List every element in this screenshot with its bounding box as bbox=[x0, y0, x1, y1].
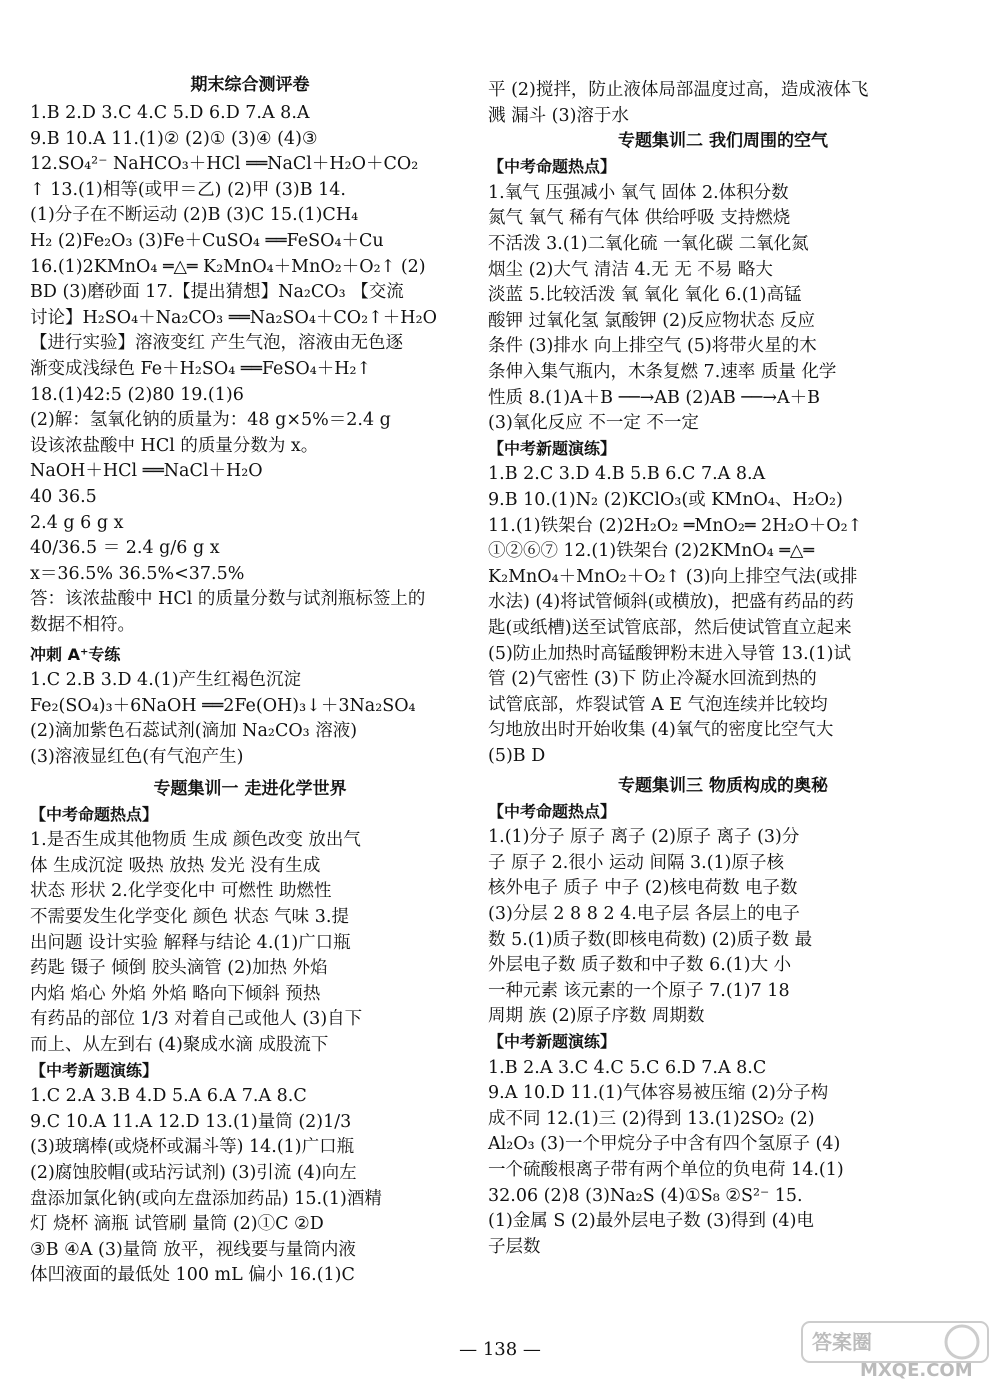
answer-line: 1.(1)分子 原子 离子 (2)原子 离子 (3)分 bbox=[488, 827, 800, 848]
answer-line: 体凹液面的最低处 100 mL 偏小 16.(1)C bbox=[30, 1265, 355, 1286]
answer-line: x＝36.5% 36.5%<37.5% bbox=[30, 563, 245, 584]
answer-line: 子层数 bbox=[488, 1236, 541, 1257]
answer-line: 12.SO₄²⁻ NaHCO₃＋HCl ══NaCl＋H₂O＋CO₂ bbox=[30, 154, 419, 175]
answer-line: 外层电子数 质子数和中子数 6.(1)大 小 bbox=[488, 955, 792, 976]
answer-line: 状态 形状 2.化学变化中 可燃性 助燃性 bbox=[30, 881, 332, 902]
answer-line: 1.C 2.A 3.B 4.D 5.A 6.A 7.A 8.C bbox=[30, 1086, 307, 1107]
watermark-logo bbox=[800, 1320, 990, 1384]
answer-line: 数据不相符。 bbox=[30, 615, 135, 635]
answer-line: 灯 烧杯 滴瓶 试管刷 量筒 (2)①C ②D bbox=[30, 1214, 324, 1235]
answer-line: 平 (2)搅拌，防止液体局部温度过高，造成液体飞 bbox=[488, 80, 869, 100]
answer-line: 1.C 2.B 3.D 4.(1)产生红褐色沉淀 bbox=[30, 670, 302, 691]
subsection-heading: 【中考命题热点】 bbox=[488, 157, 617, 177]
answer-line: 性质 8.(1)A＋B ──→AB (2)AB ──→A＋B bbox=[488, 387, 820, 408]
answer-line: 一个硫酸根离子带有两个单位的负电荷 14.(1) bbox=[488, 1160, 844, 1180]
answer-line: 40 36.5 bbox=[30, 487, 97, 507]
watermark-brand: 答案圈 bbox=[812, 1330, 872, 1354]
subsection-heading: 【中考命题热点】 bbox=[488, 801, 617, 821]
answer-line: 溅 漏斗 (3)溶于水 bbox=[488, 105, 629, 126]
answer-line: H₂ (2)Fe₂O₃ (3)Fe＋CuSO₄ ══FeSO₄＋Cu bbox=[30, 231, 384, 251]
answer-line: 9.B 10.A 11.(1)② (2)① (3)④ (4)③ bbox=[30, 128, 318, 149]
answer-line: ①②⑥⑦ 12.(1)铁架台 (2)2KMnO₄ ═△═ bbox=[488, 541, 814, 562]
answer-line: (5)防止加热时高锰酸钾粉末进入导管 13.(1)试 bbox=[488, 643, 851, 664]
answer-line: 1.B 2.C 3.D 4.B 5.B 6.C 7.A 8.A bbox=[488, 464, 766, 485]
answer-line: 内焰 焰心 外焰 外焰 略向下倾斜 预热 bbox=[30, 983, 321, 1004]
answer-line: NaOH＋HCl ══NaCl＋H₂O bbox=[30, 461, 263, 482]
answer-line: (2)解：氢氧化钠的质量为：48 g×5%＝2.4 g bbox=[30, 410, 391, 431]
answer-line: 渐变成浅绿色 Fe＋H₂SO₄ ══FeSO₄＋H₂↑ bbox=[30, 359, 372, 379]
answer-line: 酸钾 过氧化氢 氯酸钾 (2)反应物状态 反应 bbox=[488, 310, 816, 331]
section-title: 专题集训一 走进化学世界 bbox=[153, 778, 347, 799]
answer-line: 2.4 g 6 g x bbox=[30, 512, 124, 533]
page-number: — 138 — bbox=[459, 1339, 541, 1360]
answer-line: 子 原子 2.很小 运动 间隔 3.(1)原子核 bbox=[488, 852, 784, 873]
answer-line: 讨论】H₂SO₄＋Na₂CO₃ ══Na₂SO₄＋CO₂↑＋H₂O bbox=[30, 307, 437, 328]
answer-line: 1.B 2.D 3.C 4.C 5.D 6.D 7.A 8.A bbox=[30, 103, 310, 123]
answer-line: (3)溶液显红色(有气泡产生) bbox=[30, 747, 244, 767]
answer-line: 9.B 10.(1)N₂ (2)KClO₃(或 KMnO₄、H₂O₂) bbox=[488, 490, 843, 510]
answer-line: 数 5.(1)质子数(即核电荷数) (2)质子数 最 bbox=[488, 929, 813, 950]
answer-line: 40/36.5 ＝ 2.4 g/6 g x bbox=[30, 538, 220, 559]
answer-line: 16.(1)2KMnO₄ ═△═ K₂MnO₄＋MnO₂＋O₂↑ (2) bbox=[30, 256, 426, 277]
section-title: 专题集训二 我们周围的空气 bbox=[618, 131, 828, 152]
answer-line: 1.B 2.A 3.C 4.C 5.C 6.D 7.A 8.C bbox=[488, 1057, 767, 1078]
answer-line: 盘添加氯化钠(或向左盘添加药品) 15.(1)酒精 bbox=[30, 1188, 382, 1209]
subsection-heading: 【中考新题演练】 bbox=[30, 1060, 159, 1080]
exam-title: 期末综合测评卷 bbox=[190, 75, 310, 95]
answer-line: 不需要发生化学变化 颜色 状态 气味 3.提 bbox=[30, 907, 349, 927]
answer-line: K₂MnO₄＋MnO₂＋O₂↑ (3)向上排空气法(或排 bbox=[488, 566, 858, 587]
answer-line: ↑ 13.(1)相等(或甲＝乙) (2)甲 (3)B 14. bbox=[30, 179, 346, 200]
answer-line: 条件 (3)排水 向上排空气 (5)将带火星的木 bbox=[488, 336, 817, 357]
subsection-heading: 【中考新题演练】 bbox=[488, 438, 617, 458]
answer-line: ③B ④A (3)量筒 放平，视线要与量筒内液 bbox=[30, 1239, 356, 1260]
answer-line: 核外电子 质子 中子 (2)核电荷数 电子数 bbox=[488, 878, 798, 899]
answer-line: 不活泼 3.(1)二氧化硫 一氧化碳 二氧化氮 bbox=[488, 234, 809, 254]
subsection-heading: 【中考新题演练】 bbox=[488, 1032, 617, 1051]
answer-line: 11.(1)铁架台 (2)2H₂O₂ ═MnO₂═ 2H₂O＋O₂↑ bbox=[488, 515, 863, 536]
answer-line: 药匙 镊子 倾倒 胶头滴管 (2)加热 外焰 bbox=[30, 958, 328, 979]
answer-line: 体 生成沉淀 吸热 放热 发光 没有生成 bbox=[30, 855, 321, 876]
answer-line: 周期 族 (2)原子序数 周期数 bbox=[488, 1006, 705, 1027]
answer-line: 有药品的部位 1/3 对着自己或他人 (3)自下 bbox=[30, 1009, 363, 1030]
answer-line: (1)金属 S (2)最外层电子数 (3)得到 (4)电 bbox=[488, 1211, 814, 1232]
answer-line: 设该浓盐酸中 HCl 的质量分数为 x。 bbox=[30, 435, 319, 456]
answer-line: 条伸入集气瓶内，木条复燃 7.速率 质量 化学 bbox=[488, 362, 837, 382]
answer-line: 32.06 (2)8 (3)Na₂S (4)①S₈ ②S²⁻ 15. bbox=[488, 1185, 803, 1206]
answer-line: 一种元素 该元素的一个原子 7.(1)7 18 bbox=[488, 980, 790, 1001]
answer-line: 烟尘 (2)大气 清洁 4.无 无 不易 略大 bbox=[488, 259, 773, 280]
answer-line: (2)腐蚀胶帽(或玷污试剂) (3)引流 (4)向左 bbox=[30, 1163, 357, 1183]
answer-line: (5)B D bbox=[488, 746, 546, 766]
answer-line: 氮气 氧气 稀有气体 供给呼吸 支持燃烧 bbox=[488, 208, 791, 229]
answer-line: BD (3)磨砂面 17.【提出猜想】Na₂CO₃ 【交流 bbox=[30, 282, 404, 303]
answer-line: Al₂O₃ (3)一个甲烷分子中含有四个氢原子 (4) bbox=[488, 1134, 841, 1155]
answer-line: 而上、从左到右 (4)聚成水滴 成股流下 bbox=[30, 1035, 329, 1055]
answer-line: (1)分子在不断运动 (2)B (3)C 15.(1)CH₄ bbox=[30, 205, 359, 226]
answer-line: 匀地放出时开始收集 (4)氧气的密度比空气大 bbox=[488, 720, 834, 741]
watermark-url: MXQE.COM bbox=[860, 1360, 973, 1381]
answer-line: 9.A 10.D 11.(1)气体容易被压缩 (2)分子构 bbox=[488, 1083, 829, 1104]
answer-line: 水法) (4)将试管倾斜(或横放)，把盛有药品的药 bbox=[488, 592, 854, 613]
answer-line: (3)分层 2 8 8 2 4.电子层 各层上的电子 bbox=[488, 904, 800, 924]
answer-line: 淡蓝 5.比较活泼 氧 氧化 氧化 6.(1)高锰 bbox=[488, 285, 802, 306]
subsection-heading: 【中考命题热点】 bbox=[30, 804, 159, 824]
answer-line: 管 (2)气密性 (3)下 防止冷凝水回流到热的 bbox=[488, 669, 817, 690]
answer-line: (3)氧化反应 不一定 不一定 bbox=[488, 413, 699, 434]
answer-line: 1.氧气 压强减小 氧气 固体 2.体积分数 bbox=[488, 182, 789, 203]
answer-line: 成不同 12.(1)三 (2)得到 13.(1)2SO₂ (2) bbox=[488, 1108, 815, 1129]
answer-line: 18.(1)42:5 (2)80 19.(1)6 bbox=[30, 384, 244, 405]
answer-line: 9.C 10.A 11.A 12.D 13.(1)量筒 (2)1/3 bbox=[30, 1111, 352, 1132]
answer-line: (2)滴加紫色石蕊试剂(滴加 Na₂CO₃ 溶液) bbox=[30, 721, 358, 742]
answer-line: 匙(或纸槽)送至试管底部，然后使试管直立起来 bbox=[488, 618, 852, 638]
answer-line: 1.是否生成其他物质 生成 颜色改变 放出气 bbox=[30, 830, 361, 851]
answer-line: Fe₂(SO₄)₃＋6NaOH ══2Fe(OH)₃↓＋3Na₂SO₄ bbox=[30, 695, 416, 716]
answer-line: 【进行实验】溶液变红 产生气泡，溶液由无色逐 bbox=[30, 333, 404, 354]
section-heading: 冲刺 A⁺专练 bbox=[30, 644, 121, 664]
answer-line: 出问题 设计实验 解释与结论 4.(1)广口瓶 bbox=[30, 932, 351, 953]
answer-line: (3)玻璃棒(或烧杯或漏斗等) 14.(1)广口瓶 bbox=[30, 1137, 355, 1158]
answer-line: 答：该浓盐酸中 HCl 的质量分数与试剂瓶标签上的 bbox=[30, 589, 426, 610]
answer-line: 试管底部，炸裂试管 A E 气泡连续并比较均 bbox=[488, 694, 828, 715]
section-title: 专题集训三 物质构成的奥秘 bbox=[618, 775, 828, 796]
